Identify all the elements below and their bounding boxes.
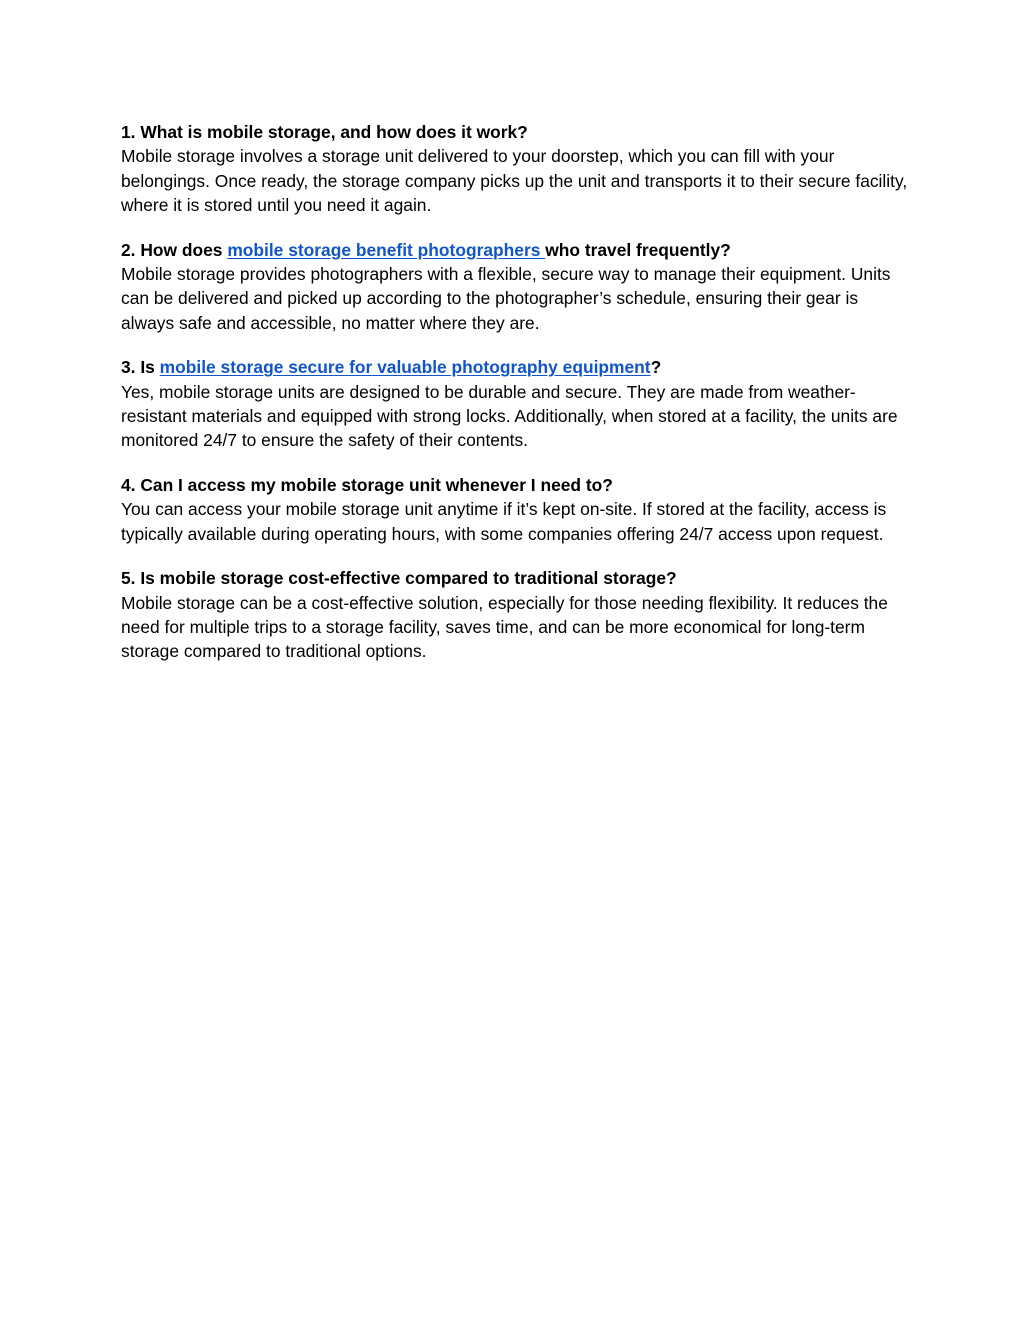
faq-answer-5: Mobile storage can be a cost-effective solution, especially for those needing flexibility. It reduces the need for multiple trips to a storage facility, saves time, and can be more economical for long-term storage compared to traditional options. [121, 592, 888, 662]
faq-question-5: 5. Is mobile storage cost-effective compared to traditional storage? [121, 568, 677, 589]
mobile-storage-secure-equipment-link[interactable]: mobile storage secure for valuable photography equipment [159, 357, 651, 378]
faq-item-5 [121, 566, 911, 664]
faq-question-1: 1. What is mobile storage, and how does it work? [121, 122, 528, 142]
faq-answer-1: Mobile storage involves a storage unit delivered to your doorstep, which you can fill with your belongings. Once ready, the storage company picks up the unit and transports it to their secure facility, where it is stored until you need it again. [121, 146, 908, 216]
document-page [121, 120, 911, 684]
faq-answer-4: You can access your mobile storage unit anytime if it’s kept on-site. If stored at the facility, access is typically available during operating hours, with some companies offering 24/7 access upon request. [121, 499, 887, 544]
faq-question-2-prefix: 2. How does [121, 239, 228, 260]
faq-item-4 [121, 473, 911, 546]
faq-answer-3: Yes, mobile storage units are designed to be durable and secure. They are made from weather-resistant materials and equipped with strong locks. Additionally, when stored at a facility, the units are monitored 24/7 to ensure the safety of their contents. [121, 381, 898, 451]
faq-question-3-prefix: 3. Is [121, 357, 160, 378]
faq-answer-2: Mobile storage provides photographers with a flexible, secure way to manage their equipment. Units can be delivered and picked up according to the photographer’s schedule, ensuring their gear is always safe and accessible, no matter where they are. [121, 264, 891, 333]
faq-item-3 [121, 355, 911, 453]
faq-item-2 [121, 238, 911, 336]
faq-question-3 [121, 355, 911, 379]
faq-item-1 [121, 120, 911, 218]
faq-question-4: 4. Can I access my mobile storage unit whenever I need to? [121, 474, 613, 495]
mobile-storage-benefit-photographers-link[interactable]: mobile storage benefit photographers [227, 239, 546, 260]
faq-question-2 [121, 238, 911, 262]
faq-question-3-suffix: ? [650, 357, 662, 378]
faq-question-2-suffix: who travel frequently? [545, 239, 731, 260]
